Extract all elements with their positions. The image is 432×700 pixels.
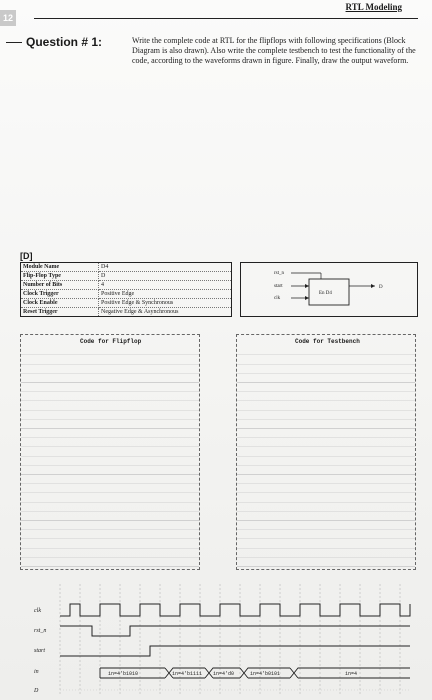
wave-label-start: start [34, 648, 46, 654]
in-value-0: in=4'b1010 [108, 671, 139, 677]
spec-key: Clock Trigger [21, 290, 99, 299]
clk-label: clk [274, 296, 281, 301]
question-label: Question # 1: [26, 35, 103, 49]
wave-label-rst: rst_n [34, 628, 47, 634]
block-diagram [240, 262, 418, 317]
table-row [21, 272, 232, 281]
spec-key: Reset Trigger [21, 308, 99, 317]
spec-value: D4 [99, 263, 232, 272]
waveform-diagram [0, 578, 432, 700]
testbench-code-lines [237, 346, 415, 570]
spec-key: Flip-Flop Type [21, 272, 99, 281]
table-row [21, 290, 232, 299]
clk-arrow-icon [305, 296, 309, 300]
spec-value: Positive Edge [99, 290, 232, 299]
section-label: [D] [20, 251, 33, 261]
block-diagram-svg [241, 263, 419, 318]
in-value-1: in=4'b1111 [172, 671, 203, 677]
page-corner-mark: 12 [0, 10, 16, 26]
in-value-4: in=4 [345, 671, 358, 677]
table-row [21, 308, 232, 317]
spec-value: 4 [99, 281, 232, 290]
flipflop-code-lines [21, 346, 199, 570]
table-row [21, 263, 232, 272]
spec-value: Positive Edge & Synchronous [99, 299, 232, 308]
wave-label-d: D [34, 688, 39, 694]
wave-label-in: in [34, 669, 39, 675]
out-label: D [379, 285, 383, 290]
table-row [21, 299, 232, 308]
spec-key: Clock Enable [21, 299, 99, 308]
rst-waveform [60, 626, 410, 636]
header-title: RTL Modeling [345, 2, 402, 12]
start-label: start [274, 284, 283, 289]
out-arrow-icon [371, 284, 375, 288]
clk-waveform [60, 604, 410, 616]
question-text: Write the complete code at RTL for the flipflops with following specifications (Block Diagram is also drawn). Also write the complete testbench to test the functionality of the code, according to the waveforms drawn in figure. Finally, draw the output waveform. [132, 36, 416, 65]
waveform-grid [60, 584, 400, 696]
spec-key: Module Name [21, 263, 99, 272]
spec-value: Negative Edge & Asynchronous [99, 308, 232, 317]
table-row [21, 281, 232, 290]
rst-label: rst_n [274, 271, 284, 276]
spec-table [20, 262, 232, 317]
flipflop-code-title: Code for Flipflop [80, 338, 142, 345]
spec-key: Number of Bits [21, 281, 99, 290]
spec-value: D [99, 272, 232, 281]
testbench-code-title: Code for Testbench [295, 338, 360, 345]
wave-label-clk: clk [34, 608, 41, 614]
header-rule [34, 18, 418, 19]
in-value-2: in=4'd0 [213, 671, 235, 677]
in-value-3: in=4'b0101 [250, 671, 281, 677]
block-label: En D4 [319, 291, 332, 296]
start-waveform [60, 646, 410, 656]
start-arrow-icon [305, 284, 309, 288]
